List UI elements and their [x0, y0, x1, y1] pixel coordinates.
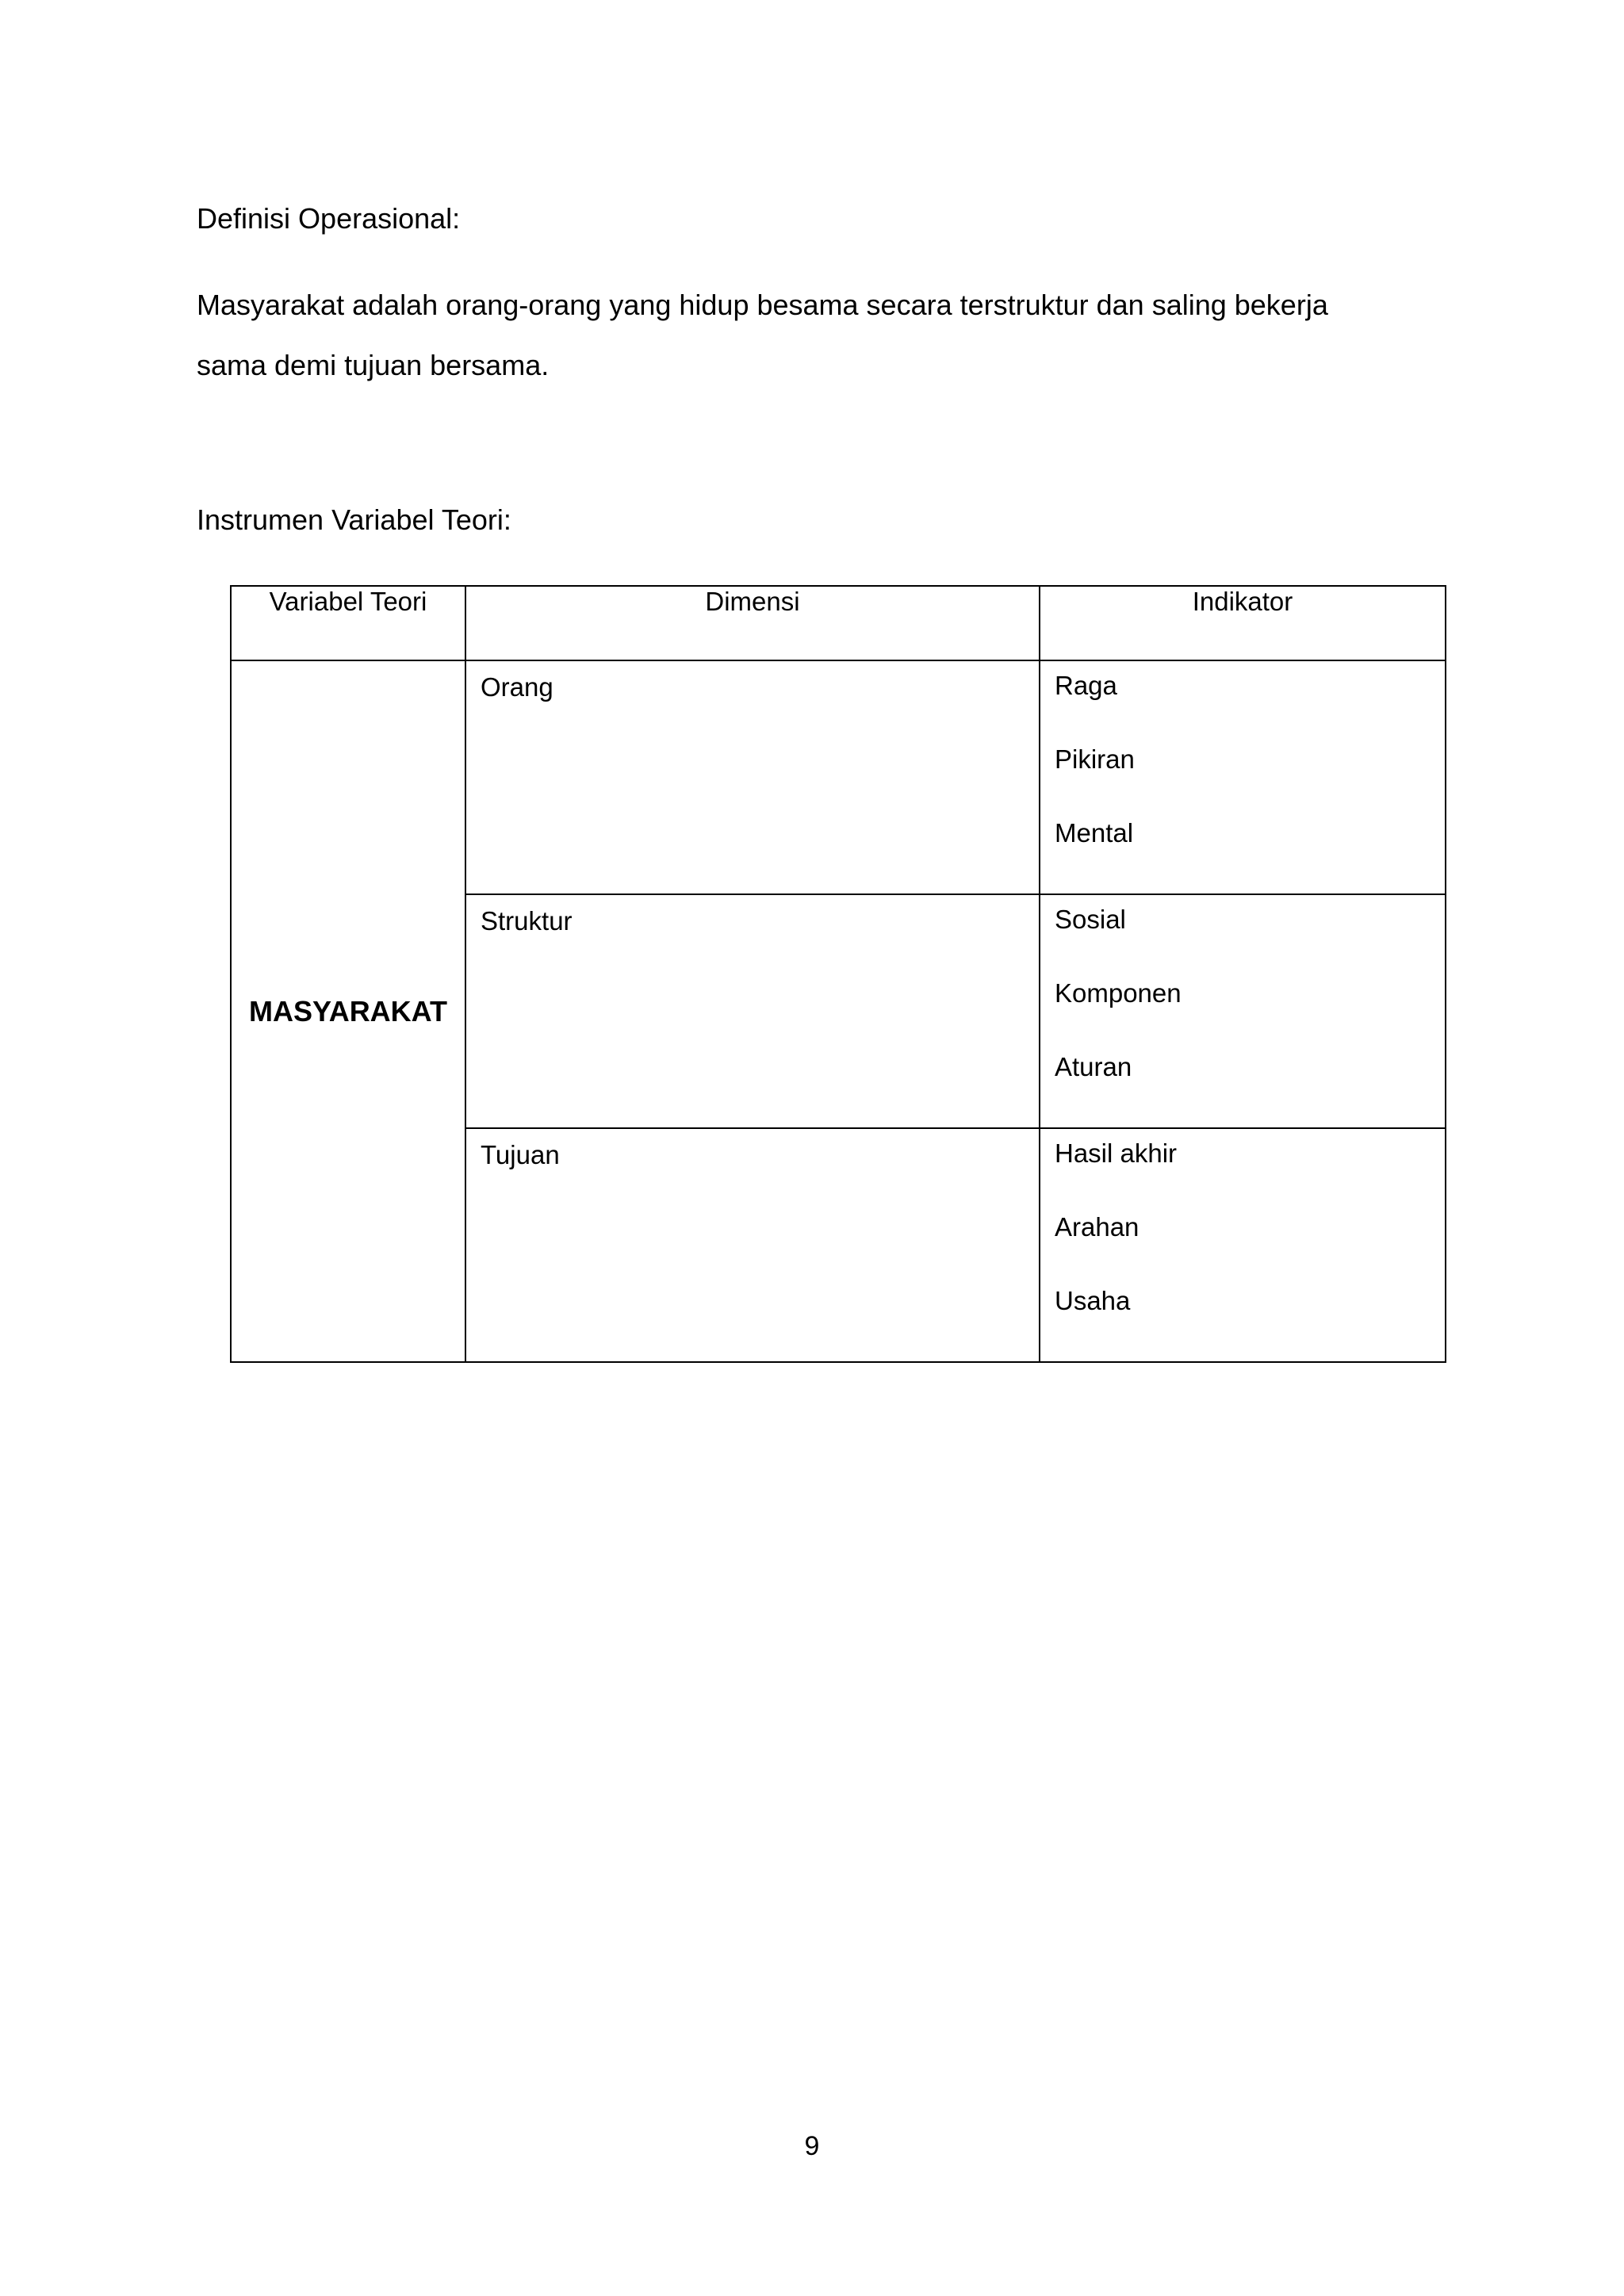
definition-text-line-1: Masyarakat adalah orang-orang yang hidup besama secara terstruktur dan saling bekerja — [197, 289, 1328, 321]
variable-cell: MASYARAKAT — [231, 660, 465, 1362]
column-header-dimension: Dimensi — [465, 586, 1040, 660]
indicator-cell — [1040, 1128, 1446, 1362]
indicator-item: Pikiran — [1055, 744, 1135, 774]
indicator-item: Usaha — [1055, 1286, 1131, 1315]
indicator-item: Arahan — [1055, 1212, 1139, 1242]
indicator-cell — [1040, 660, 1446, 894]
dimension-cell: Orang — [465, 660, 1040, 894]
instrument-heading: Instrumen Variabel Teori: — [197, 503, 511, 536]
indicator-item: Mental — [1055, 818, 1134, 848]
indicator-item: Hasil akhir — [1055, 1138, 1178, 1168]
table-row — [231, 660, 1446, 894]
dimension-cell: Tujuan — [465, 1128, 1040, 1362]
definition-text-line-2: sama demi tujuan bersama. — [197, 349, 550, 381]
column-header-variable: Variabel Teori — [231, 586, 465, 660]
page-number: 9 — [804, 2131, 820, 2161]
dimension-cell: Struktur — [465, 894, 1040, 1128]
indicator-item: Raga — [1055, 671, 1117, 700]
definition-heading: Definisi Operasional: — [197, 202, 461, 235]
table-header-row — [231, 586, 1446, 660]
indicator-item: Komponen — [1055, 978, 1182, 1008]
indicator-cell — [1040, 894, 1446, 1128]
column-header-indicator: Indikator — [1040, 586, 1446, 660]
indicator-item: Aturan — [1055, 1052, 1132, 1081]
indicator-item: Sosial — [1055, 905, 1126, 934]
instrument-table — [230, 585, 1446, 1363]
